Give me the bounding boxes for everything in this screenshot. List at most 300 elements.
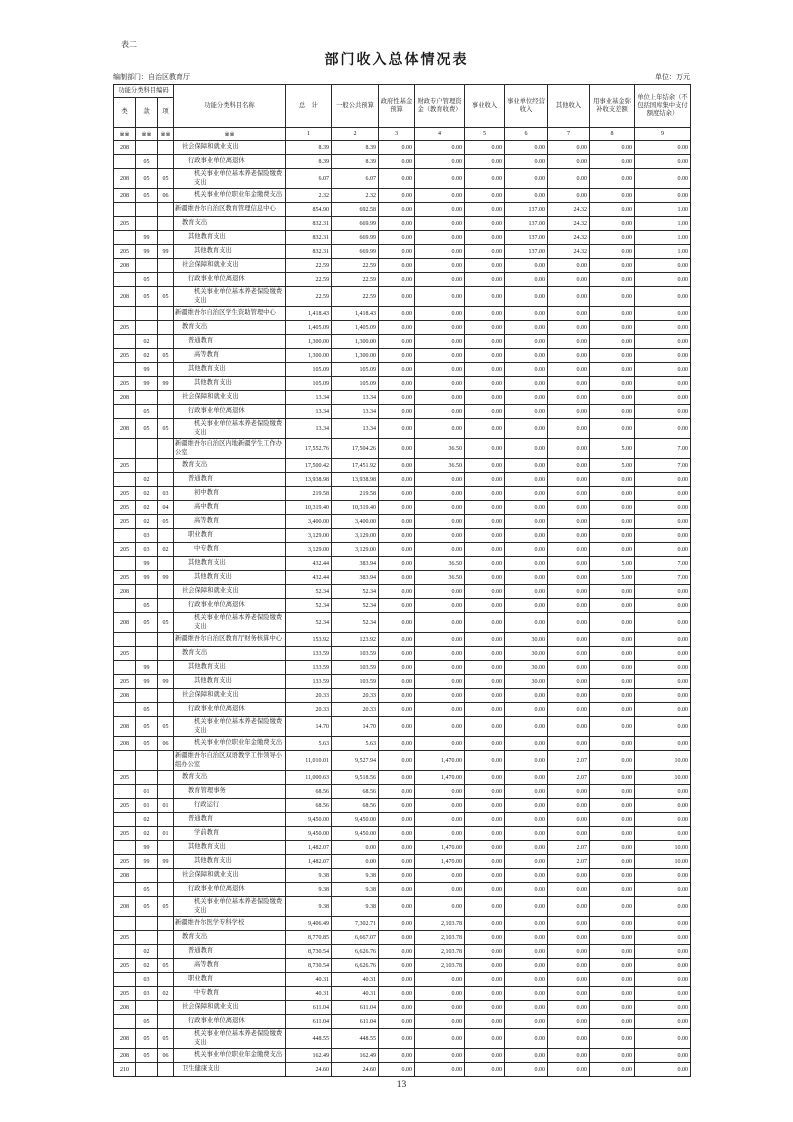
code-xiang-cell: 03 xyxy=(158,487,174,501)
amount-cell: 9.38 xyxy=(332,869,379,883)
code-kuan-cell: 02 xyxy=(136,827,158,841)
amount-cell: 9,450.00 xyxy=(332,827,379,841)
amount-cell: 0.00 xyxy=(548,1049,590,1063)
amount-cell: 52.34 xyxy=(332,613,379,633)
code-xiang-cell: 05 xyxy=(158,287,174,307)
table-row xyxy=(114,1063,691,1077)
amount-cell: 2.07 xyxy=(548,771,590,785)
amount-cell: 5.00 xyxy=(590,557,635,571)
amount-cell: 0.00 xyxy=(590,1001,635,1015)
code-xiang-cell xyxy=(158,813,174,827)
amount-cell: 0.00 xyxy=(505,321,548,335)
amount-cell: 0.00 xyxy=(379,897,415,917)
amount-cell: 0.00 xyxy=(379,633,415,647)
code-xiang-cell xyxy=(158,439,174,459)
amount-cell: 0.00 xyxy=(548,661,590,675)
code-xiang-cell xyxy=(158,155,174,169)
code-xiang-cell xyxy=(158,141,174,155)
amount-cell: 1,482.07 xyxy=(286,841,332,855)
subject-name-cell: 职业教育 xyxy=(174,529,286,543)
code-kuan-cell xyxy=(136,1063,158,1077)
amount-cell: 0.00 xyxy=(415,203,465,217)
amount-cell: 1,470.00 xyxy=(415,751,465,771)
code-kuan-cell: 99 xyxy=(136,557,158,571)
amount-cell: 103.59 xyxy=(332,647,379,661)
amount-cell: 0.00 xyxy=(590,169,635,189)
amount-cell: 0.00 xyxy=(548,613,590,633)
code-lei-cell xyxy=(114,883,136,897)
amount-cell: 0.00 xyxy=(590,585,635,599)
amount-cell: 0.00 xyxy=(379,515,415,529)
subject-name-cell: 机关事业单位职业年金缴费支出 xyxy=(174,1049,286,1063)
table-row xyxy=(114,987,691,1001)
amount-cell: 0.00 xyxy=(548,557,590,571)
amount-cell: 0.00 xyxy=(465,1063,505,1077)
code-xiang-cell xyxy=(158,217,174,231)
amount-cell: 0.00 xyxy=(505,141,548,155)
amount-cell: 40.31 xyxy=(332,973,379,987)
amount-cell: 0.00 xyxy=(505,883,548,897)
code-kuan-cell xyxy=(136,321,158,335)
page-number: 13 xyxy=(396,1080,407,1090)
amount-cell: 0.00 xyxy=(505,307,548,321)
amount-cell: 0.00 xyxy=(379,439,415,459)
code-lei-cell: 208 xyxy=(114,141,136,155)
code-kuan-cell xyxy=(136,391,158,405)
code-kuan-cell: 02 xyxy=(136,945,158,959)
lane-cell: 9 xyxy=(635,128,691,141)
amount-cell: 7.00 xyxy=(635,571,691,585)
amount-cell: 137.00 xyxy=(505,231,548,245)
code-xiang-cell xyxy=(158,869,174,883)
amount-cell: 22.59 xyxy=(332,259,379,273)
code-xiang-cell xyxy=(158,785,174,799)
code-kuan-cell: 99 xyxy=(136,231,158,245)
amount-cell: 0.00 xyxy=(465,287,505,307)
amount-cell: 0.00 xyxy=(415,543,465,557)
code-kuan-cell xyxy=(136,585,158,599)
amount-cell: 0.00 xyxy=(505,405,548,419)
table-body xyxy=(114,141,691,1077)
amount-cell: 0.00 xyxy=(465,515,505,529)
code-lei-cell xyxy=(114,785,136,799)
code-xiang-cell: 05 xyxy=(158,613,174,633)
amount-cell: 24.32 xyxy=(548,245,590,259)
amount-cell: 2,103.78 xyxy=(415,917,465,931)
amount-cell: 5.00 xyxy=(590,439,635,459)
amount-cell: 0.00 xyxy=(505,585,548,599)
amount-cell: 0.00 xyxy=(590,1029,635,1049)
code-xiang-cell xyxy=(158,585,174,599)
lane-cell: 2 xyxy=(332,128,379,141)
amount-cell: 0.00 xyxy=(415,717,465,737)
amount-cell: 13.34 xyxy=(332,405,379,419)
amount-cell: 24.60 xyxy=(332,1063,379,1077)
amount-cell: 0.00 xyxy=(379,473,415,487)
amount-cell: 0.00 xyxy=(548,827,590,841)
amount-cell: 9,527.94 xyxy=(332,751,379,771)
amount-cell: 0.00 xyxy=(379,987,415,1001)
amount-cell: 219.58 xyxy=(286,487,332,501)
subject-name-cell: 机关事业单位基本养老保险缴费支出 xyxy=(174,169,286,189)
amount-cell: 0.00 xyxy=(505,1049,548,1063)
code-kuan-cell: 05 xyxy=(136,737,158,751)
amount-cell: 0.00 xyxy=(465,661,505,675)
amount-cell: 0.00 xyxy=(379,647,415,661)
amount-cell: 0.00 xyxy=(590,599,635,613)
amount-cell: 0.00 xyxy=(379,155,415,169)
code-xiang-cell xyxy=(158,1001,174,1015)
amount-cell: 0.00 xyxy=(465,675,505,689)
amount-cell: 0.00 xyxy=(415,231,465,245)
amount-cell: 832.31 xyxy=(286,231,332,245)
amount-cell: 6,667.07 xyxy=(332,931,379,945)
amount-cell: 0.00 xyxy=(415,613,465,633)
amount-cell: 0.00 xyxy=(379,613,415,633)
subject-name-cell: 高中教育 xyxy=(174,501,286,515)
amount-cell: 0.00 xyxy=(379,689,415,703)
amount-cell: 6.07 xyxy=(286,169,332,189)
subject-name-cell: 教育支出 xyxy=(174,459,286,473)
table-row xyxy=(114,141,691,155)
code-lei-cell xyxy=(114,661,136,675)
amount-cell: 2.32 xyxy=(332,189,379,203)
subject-name-cell: 教育支出 xyxy=(174,771,286,785)
code-kuan-cell xyxy=(136,869,158,883)
amount-cell: 0.00 xyxy=(465,377,505,391)
table-row xyxy=(114,203,691,217)
amount-cell: 1,470.00 xyxy=(415,841,465,855)
subject-name-cell: 机关事业单位基本养老保险缴费支出 xyxy=(174,717,286,737)
amount-cell: 0.00 xyxy=(465,945,505,959)
amount-cell: 0.00 xyxy=(590,487,635,501)
amount-cell: 0.00 xyxy=(635,717,691,737)
code-kuan-cell xyxy=(136,259,158,273)
amount-cell: 0.00 xyxy=(548,391,590,405)
amount-cell: 0.00 xyxy=(505,703,548,717)
amount-cell: 0.00 xyxy=(635,1049,691,1063)
amount-cell: 0.00 xyxy=(548,883,590,897)
code-lei-cell xyxy=(114,203,136,217)
code-xiang-cell xyxy=(158,473,174,487)
amount-cell: 0.00 xyxy=(415,189,465,203)
amount-cell: 0.00 xyxy=(505,529,548,543)
table-row xyxy=(114,155,691,169)
amount-cell: 0.00 xyxy=(465,543,505,557)
amount-cell: 0.00 xyxy=(465,737,505,751)
amount-cell: 0.00 xyxy=(548,273,590,287)
amount-cell: 0.00 xyxy=(465,869,505,883)
amount-cell: 0.00 xyxy=(465,827,505,841)
code-kuan-cell: 02 xyxy=(136,335,158,349)
amount-cell: 0.00 xyxy=(465,973,505,987)
amount-cell: 0.00 xyxy=(379,557,415,571)
amount-cell: 0.00 xyxy=(590,987,635,1001)
subject-name-cell: 普通教育 xyxy=(174,945,286,959)
amount-cell: 0.00 xyxy=(635,633,691,647)
code-lei-cell: 208 xyxy=(114,419,136,439)
code-xiang-cell xyxy=(158,689,174,703)
table-row xyxy=(114,959,691,973)
amount-cell: 0.00 xyxy=(505,473,548,487)
code-lei-cell: 208 xyxy=(114,869,136,883)
subject-name-cell: 新疆维吾尔自治区学生资助管理中心 xyxy=(174,307,286,321)
amount-cell: 3,129.00 xyxy=(332,543,379,557)
table-header xyxy=(114,85,691,141)
amount-cell: 0.00 xyxy=(590,189,635,203)
amount-cell: 0.00 xyxy=(465,189,505,203)
table-row xyxy=(114,869,691,883)
amount-cell: 13.34 xyxy=(286,419,332,439)
amount-cell: 52.34 xyxy=(332,599,379,613)
amount-cell: 0.00 xyxy=(415,335,465,349)
code-lei-cell: 205 xyxy=(114,675,136,689)
amount-cell: 0.00 xyxy=(635,259,691,273)
code-xiang-cell: 05 xyxy=(158,959,174,973)
amount-cell: 0.00 xyxy=(548,189,590,203)
amount-cell: 0.00 xyxy=(465,501,505,515)
amount-cell: 448.55 xyxy=(332,1029,379,1049)
amount-cell: 0.00 xyxy=(465,349,505,363)
amount-cell: 0.00 xyxy=(548,169,590,189)
amount-cell: 1,418.43 xyxy=(286,307,332,321)
amount-cell: 0.00 xyxy=(505,377,548,391)
code-lei-cell xyxy=(114,363,136,377)
table-row xyxy=(114,405,691,419)
subject-name-cell: 其他教育支出 xyxy=(174,841,286,855)
code-xiang-cell: 01 xyxy=(158,827,174,841)
amount-cell: 0.00 xyxy=(635,869,691,883)
amount-cell: 0.00 xyxy=(415,287,465,307)
amount-cell: 0.00 xyxy=(590,813,635,827)
amount-cell: 13.34 xyxy=(286,391,332,405)
table-row xyxy=(114,1049,691,1063)
code-xiang-cell xyxy=(158,1063,174,1077)
amount-cell: 2.07 xyxy=(548,751,590,771)
amount-cell: 0.00 xyxy=(379,931,415,945)
subject-name-cell: 其他教育支出 xyxy=(174,363,286,377)
code-lei-cell xyxy=(114,1015,136,1029)
header-code-sub: 类 xyxy=(114,98,136,128)
amount-cell: 0.00 xyxy=(635,273,691,287)
code-lei-cell: 208 xyxy=(114,1001,136,1015)
amount-cell: 0.00 xyxy=(635,661,691,675)
amount-cell: 68.56 xyxy=(332,785,379,799)
amount-cell: 0.00 xyxy=(379,543,415,557)
amount-cell: 2,103.78 xyxy=(415,931,465,945)
table-row xyxy=(114,841,691,855)
amount-cell: 8.39 xyxy=(286,141,332,155)
code-kuan-cell xyxy=(136,771,158,785)
code-xiang-cell xyxy=(158,841,174,855)
amount-cell: 0.00 xyxy=(379,841,415,855)
amount-cell: 8.39 xyxy=(332,141,379,155)
code-xiang-cell: 05 xyxy=(158,1029,174,1049)
amount-cell: 0.00 xyxy=(590,841,635,855)
code-kuan-cell: 05 xyxy=(136,883,158,897)
amount-cell: 0.00 xyxy=(590,751,635,771)
code-lei-cell xyxy=(114,751,136,771)
amount-cell: 2,103.78 xyxy=(415,945,465,959)
amount-cell: 0.00 xyxy=(635,487,691,501)
amount-cell: 2.32 xyxy=(286,189,332,203)
amount-cell: 0.00 xyxy=(415,799,465,813)
amount-cell: 0.00 xyxy=(548,1063,590,1077)
code-lei-cell: 208 xyxy=(114,169,136,189)
amount-cell: 24.32 xyxy=(548,203,590,217)
amount-cell: 0.00 xyxy=(635,405,691,419)
subject-name-cell: 其他教育支出 xyxy=(174,557,286,571)
code-kuan-cell: 05 xyxy=(136,897,158,917)
amount-cell: 0.00 xyxy=(415,377,465,391)
amount-cell: 137.00 xyxy=(505,217,548,231)
amount-cell: 1,470.00 xyxy=(415,855,465,869)
code-lei-cell: 205 xyxy=(114,959,136,973)
subject-name-cell: 教育支出 xyxy=(174,647,286,661)
table-row xyxy=(114,931,691,945)
page-title: 部门收入总体情况表 xyxy=(324,53,469,68)
subject-name-cell: 中专教育 xyxy=(174,543,286,557)
code-kuan-cell: 05 xyxy=(136,405,158,419)
amount-cell: 0.00 xyxy=(415,661,465,675)
amount-cell: 0.00 xyxy=(548,571,590,585)
code-xiang-cell xyxy=(158,883,174,897)
amount-cell: 0.00 xyxy=(465,245,505,259)
amount-cell: 22.59 xyxy=(286,287,332,307)
amount-cell: 13.34 xyxy=(332,419,379,439)
amount-cell: 0.00 xyxy=(465,273,505,287)
amount-cell: 0.00 xyxy=(505,737,548,751)
amount-cell: 0.00 xyxy=(505,1001,548,1015)
amount-cell: 9,450.00 xyxy=(286,827,332,841)
amount-cell: 0.00 xyxy=(415,321,465,335)
amount-cell: 0.00 xyxy=(465,217,505,231)
amount-cell: 0.00 xyxy=(590,1063,635,1077)
subject-name-cell: 普通教育 xyxy=(174,473,286,487)
amount-cell: 0.00 xyxy=(379,217,415,231)
amount-cell: 0.00 xyxy=(590,785,635,799)
amount-cell: 0.00 xyxy=(590,501,635,515)
amount-cell: 0.00 xyxy=(635,363,691,377)
amount-cell: 0.00 xyxy=(415,273,465,287)
amount-cell: 9,450.00 xyxy=(286,813,332,827)
code-xiang-cell xyxy=(158,391,174,405)
amount-cell: 0.00 xyxy=(379,287,415,307)
table-label: 表二 xyxy=(121,40,137,49)
subject-name-cell: 行政事业单位离退休 xyxy=(174,1015,286,1029)
amount-cell: 9,450.00 xyxy=(332,813,379,827)
amount-cell: 5.63 xyxy=(332,737,379,751)
table-row xyxy=(114,771,691,785)
amount-cell: 0.00 xyxy=(465,689,505,703)
amount-cell: 0.00 xyxy=(505,827,548,841)
amount-cell: 669.99 xyxy=(332,217,379,231)
subject-name-cell: 职业教育 xyxy=(174,973,286,987)
amount-cell: 0.00 xyxy=(415,245,465,259)
amount-cell: 14.70 xyxy=(332,717,379,737)
amount-cell: 0.00 xyxy=(590,661,635,675)
table-row xyxy=(114,459,691,473)
amount-cell: 0.00 xyxy=(635,799,691,813)
amount-cell: 0.00 xyxy=(505,363,548,377)
amount-cell: 0.00 xyxy=(635,785,691,799)
code-lei-cell: 205 xyxy=(114,245,136,259)
table-row xyxy=(114,647,691,661)
amount-cell: 0.00 xyxy=(590,737,635,751)
table-row xyxy=(114,231,691,245)
table-row xyxy=(114,571,691,585)
amount-cell: 0.00 xyxy=(635,189,691,203)
code-kuan-cell xyxy=(136,439,158,459)
header-row-1 xyxy=(114,85,691,98)
amount-cell: 0.00 xyxy=(465,419,505,439)
amount-cell: 0.00 xyxy=(635,987,691,1001)
code-lei-cell xyxy=(114,335,136,349)
code-kuan-cell: 99 xyxy=(136,855,158,869)
amount-cell: 0.00 xyxy=(505,349,548,363)
code-kuan-cell: 99 xyxy=(136,675,158,689)
subject-name-cell: 其他教育支出 xyxy=(174,675,286,689)
amount-cell: 0.00 xyxy=(415,869,465,883)
amount-cell: 0.00 xyxy=(505,897,548,917)
subject-name-cell: 行政事业单位离退休 xyxy=(174,405,286,419)
amount-cell: 0.00 xyxy=(379,827,415,841)
amount-cell: 0.00 xyxy=(379,661,415,675)
amount-cell: 9,518.56 xyxy=(332,771,379,785)
amount-cell: 0.00 xyxy=(548,633,590,647)
lane-cell: 4 xyxy=(415,128,465,141)
amount-cell: 3,400.00 xyxy=(286,515,332,529)
amount-cell: 0.00 xyxy=(590,543,635,557)
code-lei-cell xyxy=(114,231,136,245)
code-lei-cell: 208 xyxy=(114,287,136,307)
amount-cell: 0.00 xyxy=(590,141,635,155)
code-lei-cell: 208 xyxy=(114,1049,136,1063)
amount-cell: 3,129.00 xyxy=(286,529,332,543)
amount-cell: 13,938.98 xyxy=(332,473,379,487)
amount-cell: 133.59 xyxy=(286,661,332,675)
amount-cell: 0.00 xyxy=(465,959,505,973)
amount-cell: 0.00 xyxy=(548,945,590,959)
amount-cell: 0.00 xyxy=(465,203,505,217)
table-row xyxy=(114,529,691,543)
amount-cell: 0.00 xyxy=(505,487,548,501)
amount-cell: 0.00 xyxy=(415,141,465,155)
code-lei-cell: 205 xyxy=(114,515,136,529)
amount-cell: 0.00 xyxy=(590,675,635,689)
table-row xyxy=(114,363,691,377)
amount-cell: 0.00 xyxy=(635,703,691,717)
amount-cell: 0.00 xyxy=(590,377,635,391)
amount-cell: 1.00 xyxy=(635,245,691,259)
amount-cell: 0.00 xyxy=(505,273,548,287)
table-row xyxy=(114,633,691,647)
amount-cell: 0.00 xyxy=(548,473,590,487)
lane-cell: ※※ xyxy=(114,128,136,141)
amount-cell: 0.00 xyxy=(590,307,635,321)
amount-cell: 0.00 xyxy=(379,231,415,245)
amount-cell: 68.56 xyxy=(286,799,332,813)
amount-cell: 0.00 xyxy=(590,363,635,377)
amount-cell: 0.00 xyxy=(379,799,415,813)
amount-cell: 0.00 xyxy=(635,931,691,945)
amount-cell: 0.00 xyxy=(505,459,548,473)
subject-name-cell: 机关事业单位职业年金缴费支出 xyxy=(174,189,286,203)
amount-cell: 8,730.54 xyxy=(286,959,332,973)
amount-cell: 0.00 xyxy=(505,751,548,771)
amount-cell: 123.92 xyxy=(332,633,379,647)
amount-cell: 0.00 xyxy=(465,391,505,405)
